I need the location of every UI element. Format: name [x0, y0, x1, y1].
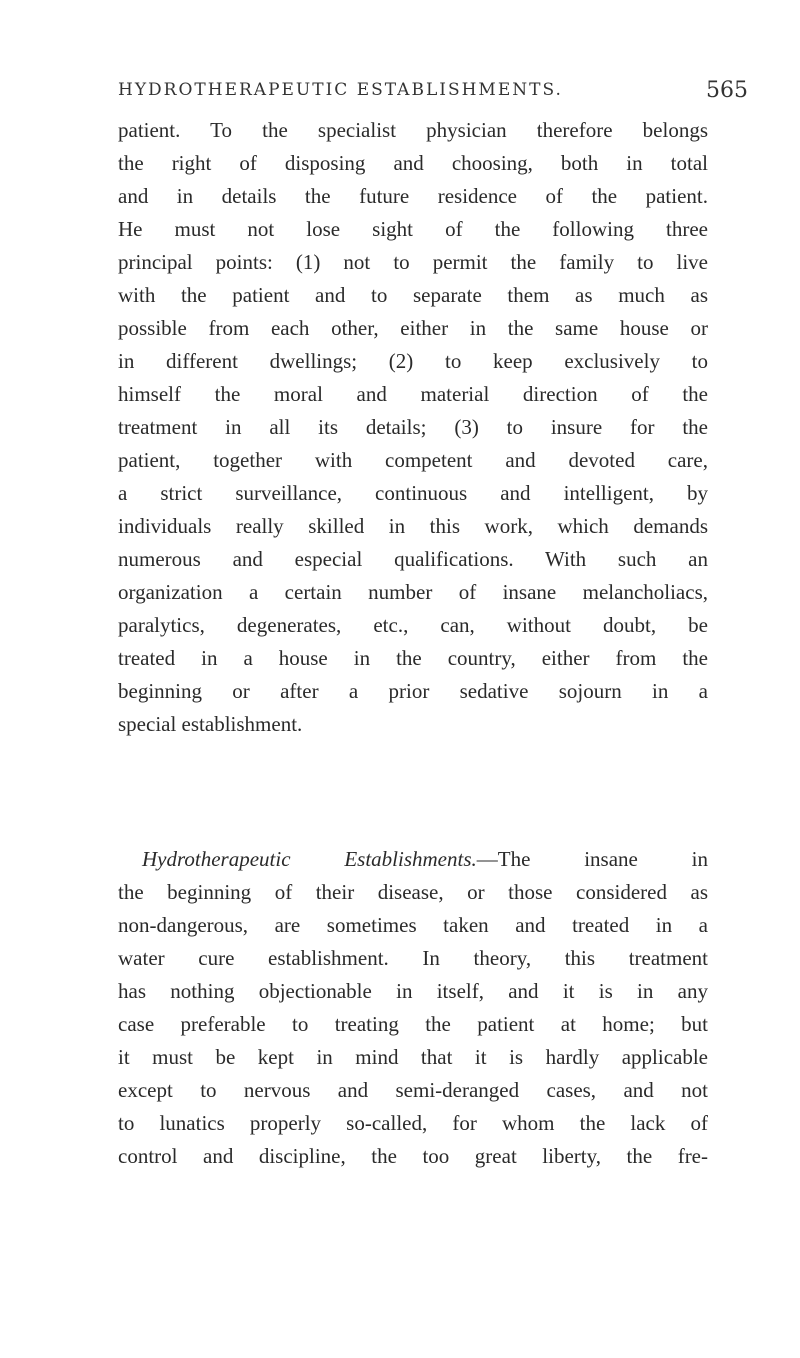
- section-heading-line: [118, 843, 708, 876]
- text-line: He must not lose sight of the following three: [118, 217, 708, 241]
- text-line: to lunatics properly so-called, for whom the lack of: [118, 1111, 708, 1135]
- text-line: himself the moral and material direction of the: [118, 382, 708, 406]
- text-line: water cure establishment. In theory, this treatment: [118, 946, 708, 970]
- page-number: 565: [706, 78, 748, 103]
- text-line: in different dwellings; (2) to keep exclusively to: [118, 349, 708, 373]
- text-line: treatment in all its details; (3) to insure for the: [118, 415, 708, 439]
- text-line: the beginning of their disease, or those considered as: [118, 880, 708, 904]
- text-line: control and discipline, the too great liberty, the fre-: [118, 1144, 708, 1168]
- text-line: has nothing objectionable in itself, and it is in any: [118, 979, 708, 1003]
- text-line: non-dangerous, are sometimes taken and treated in a: [118, 913, 708, 937]
- text-line: it must be kept in mind that it is hardly applicable: [118, 1045, 708, 1069]
- text-line: with the patient and to separate them as much as: [118, 283, 708, 307]
- running-head: HYDROTHERAPEUTIC ESTABLISHMENTS.: [118, 80, 563, 100]
- text-line: numerous and especial qualifications. With such an: [118, 547, 708, 571]
- section-heading: Hydrotherapeutic Establishments.: [142, 847, 477, 871]
- text-line: possible from each other, either in the same house or: [118, 316, 708, 340]
- text-line: the right of disposing and choosing, both in total: [118, 151, 708, 175]
- text-line: except to nervous and semi-deranged cases, and not: [118, 1078, 708, 1102]
- text-line: special establishment.: [118, 712, 303, 736]
- text-line: case preferable to treating the patient at home; but: [118, 1012, 708, 1036]
- text-line: paralytics, degenerates, etc., can, without doubt, be: [118, 613, 708, 637]
- text-line: organization a certain number of insane melancholiacs,: [118, 580, 708, 604]
- paragraph-1: [118, 114, 708, 741]
- text-line: individuals really skilled in this work, which demands: [118, 514, 708, 538]
- text-line: beginning or after a prior sedative sojourn in a: [118, 679, 708, 703]
- text-run: —The insane in: [476, 847, 708, 871]
- text-line: patient, together with competent and devoted care,: [118, 448, 708, 472]
- text-line: treated in a house in the country, either from the: [118, 646, 708, 670]
- text-line: patient. To the specialist physician therefore belongs: [118, 118, 708, 142]
- paragraph-2: [118, 843, 708, 1173]
- text-line: a strict surveillance, continuous and intelligent, by: [118, 481, 708, 505]
- text-line: principal points: (1) not to permit the family to live: [118, 250, 708, 274]
- text-line: and in details the future residence of the patient.: [118, 184, 708, 208]
